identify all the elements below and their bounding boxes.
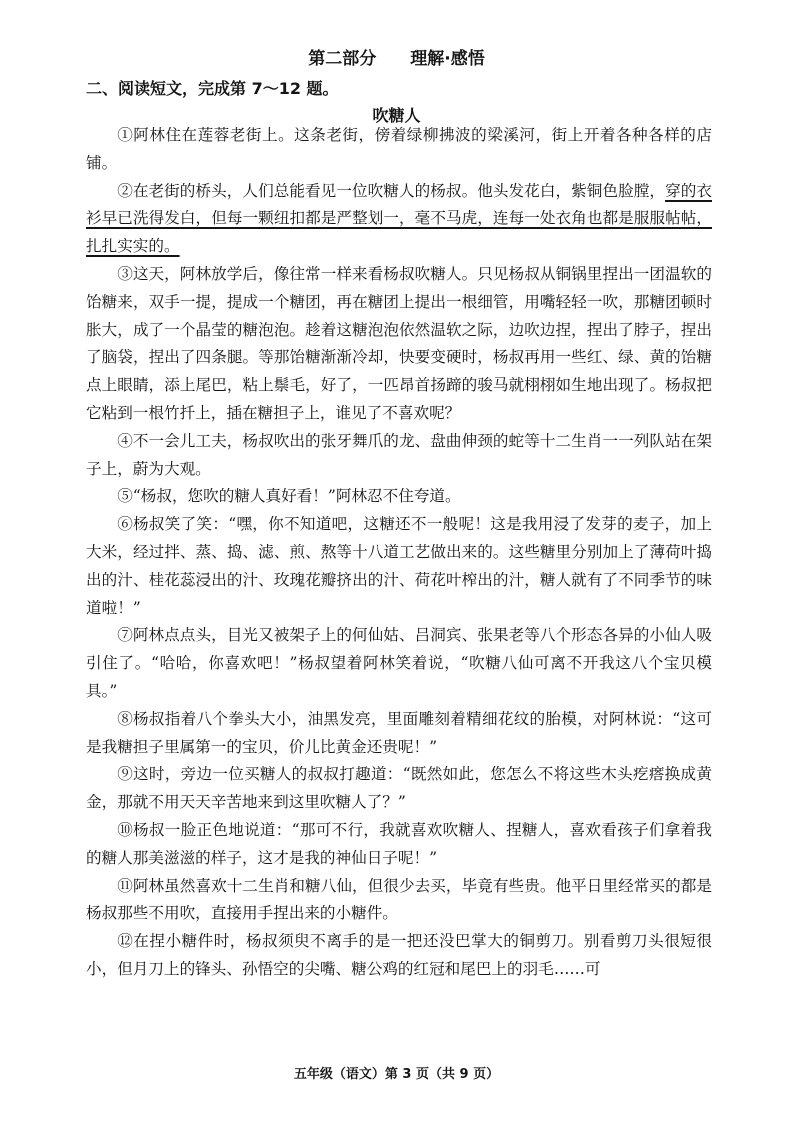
paragraph-2: [86, 178, 712, 261]
paragraph-7: ⑦阿林点点头，目光又被架子上的何仙姑、吕洞宾、张果老等八个形态各异的小仙人吸引住了。“哈哈，你喜欢吧！”杨叔望着阿林笑着说，“吹糖八仙可离不开我这八个宝贝模具。”: [86, 626, 712, 700]
paragraph-12: ⑫在捏小糖件时，杨叔须臾不离手的是一把还没巴掌大的铜剪刀。别看剪刀头很短很小，但月刀上的锋头、孙悟空的尖嘴、糖公鸡的红冠和尾巴上的羽毛……可: [86, 932, 712, 978]
paragraph-9: ⑨这时，旁边一位买糖人的叔叔打趣道：“既然如此，您怎么不将这些木头疙瘩换成黄金，那就不用天天辛苦地来到这里吹糖人了？”: [86, 765, 712, 812]
paragraph-5: ⑤“杨叔，您吹的糖人真好看！”阿林忍不住夸道。: [117, 487, 461, 506]
story-body: [86, 122, 712, 984]
page-footer: 五年级（语文）第 3 页（共 9 页）: [293, 1067, 500, 1082]
paragraph-2-lead: ②在老街的桥头，人们总能看见一位吹糖人的杨叔。他头发花白，紫铜色脸膛，: [117, 181, 666, 200]
paragraph-11: ⑪阿林虽然喜欢十二生肖和糖八仙，但很少去买，毕竟有些贵。他平日里经常买的都是杨叔那些不用吹，直接用手捏出来的小糖件。: [86, 876, 712, 923]
paragraph-4: ④不一会儿工夫，杨叔吹出的张牙舞爪的龙、盘曲伸颈的蛇等十二生肖一一列队站在架子上，蔚为大观。: [86, 431, 712, 478]
paragraph-2-underlined: 穿的衣衫早已洗得发白，但每一颗纽扣都是严整划一，毫不马虎，连每一处衣角也都是服服帖帖，扎扎实实的。: [86, 181, 712, 256]
paragraph-3: ③这天，阿林放学后，像往常一样来看杨叔吹糖人。只见杨叔从铜锅里捏出一团温软的饴糖来，双手一提，提成一个糖团，再在糖团上提出一根细管，用嘴轻轻一吹，那糖团顿时胀大，成了一个晶莹的糖泡泡。趁着这糖泡泡依然温软之际，边吹边捏，捏出了脖子，捏出了脑袋，捏出了四条腿。等那饴糖渐渐冷却，快要变硬时，杨叔再用一些红、绿、黄的饴糖点上眼睛，添上尾巴，粘上鬃毛，好了，一匹昂首扬蹄的骏马就栩栩如生地出现了。杨叔把它粘到一根竹扦上，插在糖担子上，谁见了不喜欢呢？: [86, 264, 712, 422]
paragraph-8: ⑧杨叔指着八个拳头大小，油黑发亮，里面雕刻着精细花纹的胎模，对阿林说：“这可是我糖担子里属第一的宝贝，价儿比黄金还贵呢！”: [86, 709, 712, 756]
section-heading: 二、阅读短文，完成第 7～12 题。: [86, 79, 339, 98]
paragraph-10: ⑩杨叔一脸正色地说道：“那可不行，我就喜欢吹糖人、捏糖人，喜欢看孩子们拿着我的糖人那美滋滋的样子，这才是我的神仙日子呢！”: [86, 820, 712, 867]
story-title: 吹糖人: [372, 106, 421, 125]
paragraph-1: ①阿林住在莲蓉老街上。这条老街，傍着绿柳拂波的梁溪河，街上开着各种各样的店铺。: [86, 126, 712, 172]
paragraph-6: ⑥杨叔笑了笑：“嘿，你不知道吧，这糖还不一般呢！这是我用浸了发芽的麦子，加上大米，经过拌、蒸、捣、滤、煎、熬等十八道工艺做出来的。这些糖里分别加上了薄荷叶捣出的汁、桂花蕊浸出的汁、玫瑰花瓣挤出的汁、荷花叶榨出的汁，糖人就有了不同季节的味道啦！”: [86, 515, 712, 617]
part-title: 第二部分 理解·感悟: [308, 49, 485, 69]
